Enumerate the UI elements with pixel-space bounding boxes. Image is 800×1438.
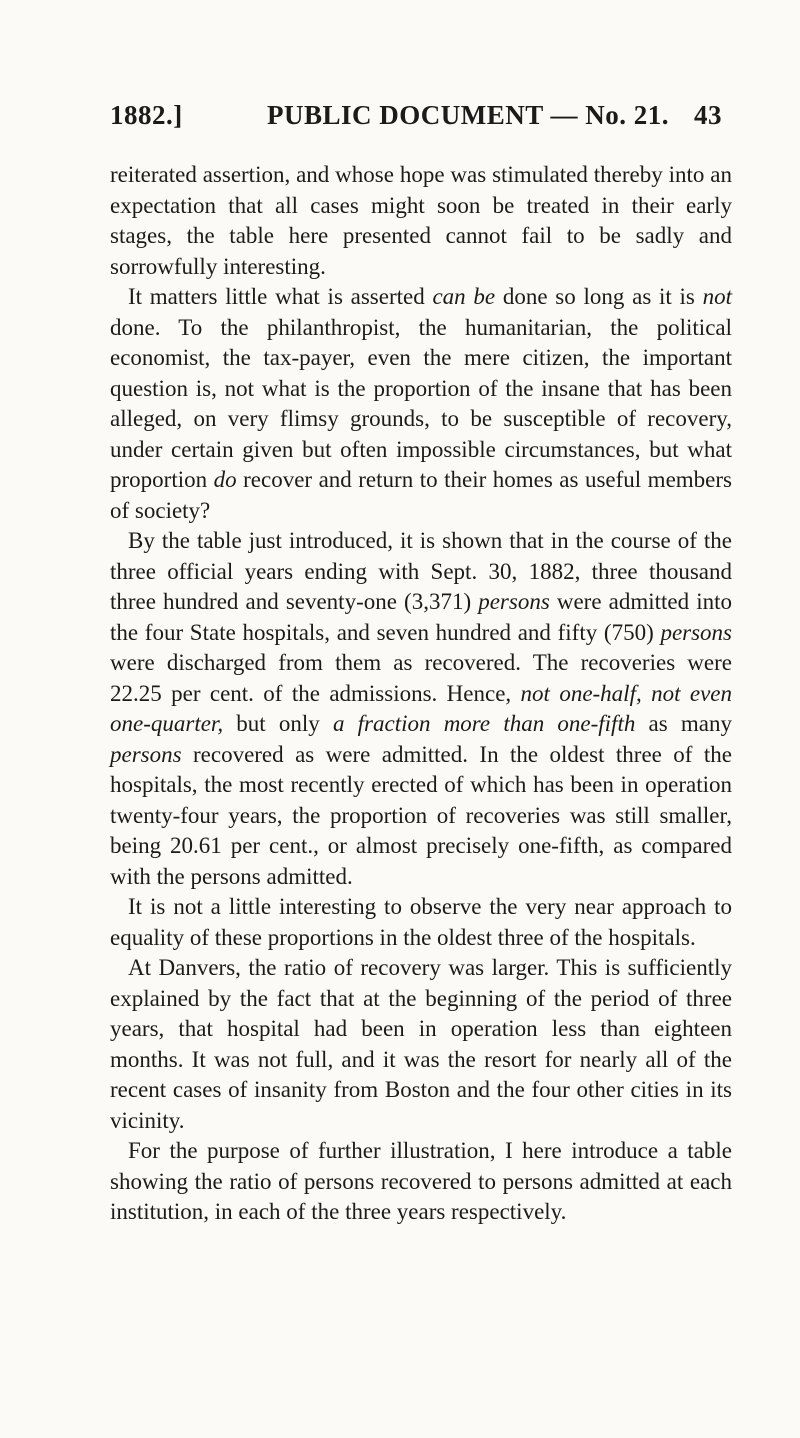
page-number: 43: [694, 100, 722, 130]
paragraph-4: It is not a little interesting to observe the very near approach to equality of these proportions in the oldest three of the hospitals.: [110, 894, 732, 950]
body-text: [110, 160, 732, 1228]
header-year: 1882.]: [110, 100, 183, 130]
paragraph-1: reiterated assertion, and whose hope was stimulated thereby into an expectation that all cases might soon be treated in their early stages, the table here presented cannot fail to be sadly and sorrowfully interesting.: [110, 162, 732, 279]
paragraph-5: At Danvers, the ratio of recovery was larger. This is sufficiently explained by the fact that at the beginning of the period of three years, that hospital had been in operation less than eighteen months. It was not full, and it was the resort for nearly all of the recent cases of insanity from Boston and the four other cities in its vicinity.: [110, 955, 732, 1133]
running-header: [110, 100, 722, 140]
paragraph-6: For the purpose of further illustration, I here introduce a table showing the ratio of persons recovered to persons admitted at each institution, in each of the three years respectively.: [110, 1138, 732, 1224]
paragraph-3: By the table just introduced, it is shown that in the course of the three official years ending with Sept. 30, 1882, three thousand three hundred and seventy-one (3,371) persons were admitted into the four State hospitals, and seven hundred and fifty (750) persons were discharged from them as recovered. The recoveries were 22.25 per cent. of the admissions. Hence, not one-half, not even one-quarter, but only a fraction more than one-fifth as many persons recovered as were admitted. In the oldest three of the hospitals, the most recently erected of which has been in operation twenty-four years, the proportion of recoveries was still smaller, being 20.61 per cent., or almost precisely one-fifth, as compared with the persons admitted.: [110, 528, 733, 889]
paragraph-2: It matters little what is asserted can be done so long as it is not done. To the philanthropist, the humanitarian, the political economist, the tax-payer, even the mere citizen, the important question is, not what is the proportion of the insane that has been alleged, on very flimsy grounds, to be susceptible of recovery, under certain given but often impossible circumstances, but what proportion do recover and return to their homes as useful members of society?: [110, 284, 732, 523]
header-title: PUBLIC DOCUMENT — No. 21.: [267, 100, 670, 130]
